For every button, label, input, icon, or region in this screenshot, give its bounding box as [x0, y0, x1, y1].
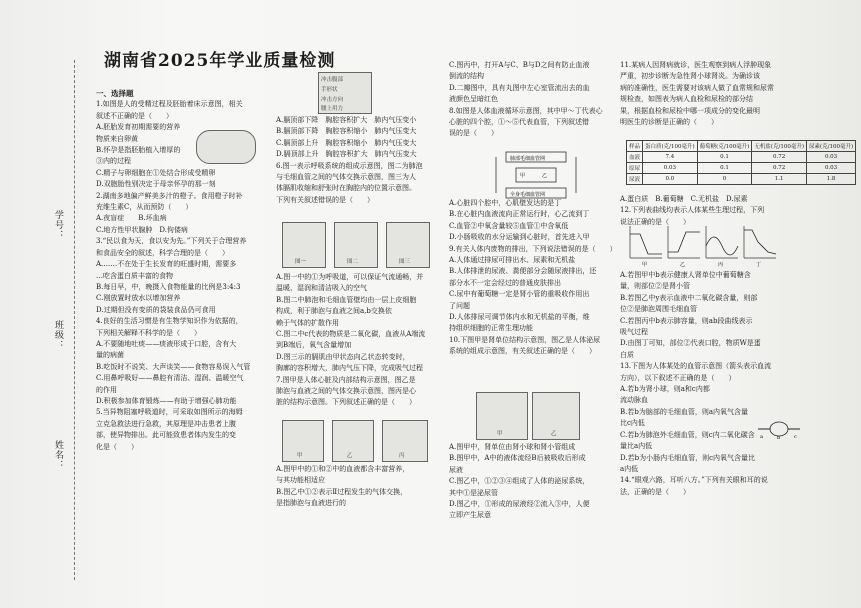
- fig-caption: 乙: [347, 453, 353, 459]
- column-2-text-bottom: [276, 272, 446, 409]
- text-line: 化是（ ）: [96, 442, 138, 451]
- text-line: 到B端后，氧气含量增加: [276, 341, 352, 350]
- text-line: B.怀孕是指胚胎植入增厚的: [96, 146, 181, 155]
- column-3-middle: [449, 198, 619, 358]
- column-2-text-top: [276, 115, 446, 206]
- fig-label: 手形状: [321, 87, 338, 93]
- text-line: 比c内低: [620, 419, 645, 428]
- text-line: A.图甲中，肾单位由肾小球和肾小管组成: [449, 443, 576, 451]
- graph-caption: 丙: [718, 262, 724, 268]
- name-label: 姓名：: [53, 440, 63, 470]
- column-3-text-top: [449, 60, 619, 140]
- table-cell: 0.03: [643, 163, 698, 174]
- curve: [744, 230, 776, 254]
- text-line: B.人体排泄的尿液、粪便部分会随尿液排出，还: [449, 267, 597, 276]
- text-line: 误的是（ ）: [449, 129, 498, 138]
- text-line: C.若b为肺泡外毛细血管，则c内二氧化碳含: [620, 430, 755, 439]
- text-line: 和食品安全的叙述，科学合理的是（ ）: [96, 248, 229, 257]
- text-line: 部分水不一定会经过的普通皮肤排出: [449, 278, 561, 287]
- fig-caption: 甲: [297, 453, 303, 459]
- table-cell: 尿液: [627, 174, 643, 185]
- text-line: B.若b为脑部的毛细血管，则a内氧气含量: [620, 407, 749, 416]
- nephron-figure: [476, 392, 528, 440]
- text-line: 倒流的结构: [449, 72, 484, 81]
- table-cell: 血液: [627, 152, 643, 163]
- text-line: 量，则部位②是肾小管: [620, 282, 690, 291]
- column-2-lower: [276, 272, 446, 409]
- text-line: 下列有关叙述错误的是（ ）: [276, 195, 374, 204]
- text-line: D.若b为小肠内毛细血管，则c内氧气含量比: [620, 453, 755, 462]
- heimlich-figure: [318, 72, 372, 114]
- column-2: [276, 115, 446, 206]
- table-cell: 0.0: [643, 174, 698, 185]
- text-line: D.图三示的膈肌由甲状态向乙状态转变时，: [276, 352, 410, 361]
- column-2-text-end: [276, 464, 446, 510]
- table-cell: 0.72: [752, 163, 807, 174]
- text-line: 法，正确的是（ ）: [620, 487, 690, 496]
- graph-ding: [744, 226, 776, 268]
- fig-label: 腰上用力: [321, 106, 344, 112]
- text-line: 吸气过程: [620, 328, 648, 337]
- text-line: 6.图一表示呼吸系统的组成示意图，图二为肺泡: [276, 161, 423, 170]
- table-cell: 0: [697, 174, 752, 185]
- text-line: C.刚放置时放水以增加营养: [96, 294, 181, 303]
- column-3-text-middle: [449, 198, 619, 358]
- text-line: 持组织细胞的正常生理功能: [449, 324, 533, 333]
- table-cell: 无机盐(克/100毫升): [752, 141, 807, 152]
- text-line: 5.当异物阻塞呼吸道时，可采取如图所示的海姆: [96, 408, 243, 417]
- column-3-end: [449, 442, 619, 522]
- text-line: 位②是肺泡周围毛细血管: [620, 305, 697, 314]
- label-c: c: [794, 434, 797, 440]
- fertilization-figure: [196, 130, 256, 164]
- text-line: C.血管②中氧含量较⑤血管①中含氧低: [449, 221, 569, 230]
- text-line: 温暖、湿润和清洁吸入的空气: [276, 284, 367, 293]
- text-line: 立克急救法进行急救，其原理是冲击患者上腹: [96, 419, 236, 428]
- text-line: 的作用: [96, 385, 117, 394]
- text-line: 与毛细血管之间的气体交换示意图，图三为人: [276, 173, 416, 182]
- text-line: A.人体通过排尿可排出水、尿素和无机盐: [449, 256, 576, 265]
- class-label: 班级：: [53, 320, 63, 350]
- label-body: 全身毛细血管网: [510, 192, 546, 198]
- text-line: D.图乙中，①形成的尿液经②流入③中，人便: [449, 500, 590, 509]
- text-line: 心脏的四个腔，①～⑤代表血管，下列叙述错: [449, 118, 589, 127]
- table-cell: 0.1: [697, 152, 752, 163]
- text-line: 7.图甲是人体心脏及内部结构示意图，图乙是: [276, 375, 416, 384]
- text-line: 了问题: [449, 301, 470, 310]
- text-line: 3.“民以食为天，食以安为先。”下列关于合理营养: [96, 237, 247, 246]
- text-line: A.蛋白质 B.葡萄糖 C.无机盐 D.尿素: [620, 195, 748, 203]
- text-line: 13.下图为人体某处的血管示意图（箭头表示血流: [620, 362, 772, 371]
- respiratory-system-figure: [282, 222, 326, 268]
- text-line: D.小肠吸收的水分运输到心脏时，首先进入甲: [449, 233, 590, 242]
- graph-bing: [706, 226, 738, 268]
- blood-urine-table: [626, 140, 856, 185]
- text-line: 胸廓的容积增大，肺内气压下降，完成吸气过程: [276, 364, 423, 373]
- text-line: A.胚胎发育初期需要的营养: [96, 123, 181, 132]
- text-line: 12.下列表曲线均表示人体某些生理过程，下列: [620, 206, 765, 215]
- curve-graphs: [628, 222, 778, 266]
- text-line: 是指肺泡与血液进行的: [276, 499, 346, 508]
- text-line: 物质来自卵黄: [96, 134, 138, 143]
- fig-caption: 乙: [551, 431, 557, 437]
- text-line: …吃含蛋白质丰富的食物: [96, 271, 173, 280]
- table-row: [627, 163, 856, 174]
- column-4: [620, 60, 798, 128]
- text-line: 赖于气体的扩散作用: [276, 318, 339, 327]
- text-line: A.图甲中的①和②中的血液都含丰富营养，: [276, 465, 410, 473]
- text-line: C.地方性甲状腺肿 D.佝偻病: [96, 225, 188, 234]
- text-line: 病的准确性，医生需要对该病人做了血常规和尿常: [620, 83, 774, 92]
- column-4-lower: [620, 270, 798, 498]
- text-line: C.图二中c代表的物质是二氧化碳，血液从A端流: [276, 330, 426, 339]
- student-info-margin: [50, 60, 90, 580]
- text-line: 量的病菌: [96, 351, 124, 360]
- text-line: D.双胞胎性别决定于母亲怀孕的那一刻: [96, 180, 216, 189]
- section-heading: 一、选择题: [96, 89, 134, 98]
- text-line: 叙述不正确的是（ ）: [96, 111, 173, 120]
- alveolus-figure: [334, 222, 378, 268]
- urinary-system-figure: [532, 392, 580, 440]
- column-3: [449, 60, 619, 140]
- text-line: B.在心脏内血液流向正常运行时，心乙流到丁: [449, 210, 590, 219]
- circulation-diagram: [486, 150, 586, 200]
- gas-exchange-figure: [332, 420, 374, 462]
- text-line: 量比a内低: [620, 442, 653, 451]
- text-line: B.图乙中①②表示Ⅱ过程发生的气体交换，: [276, 487, 408, 496]
- text-line: 说法正确的是（ ）: [620, 217, 690, 226]
- text-line: D.由图丁可知，部位②代表口腔，物质W是蛋: [620, 339, 761, 348]
- fig-label: 冲击方向: [321, 97, 344, 103]
- column-4-text-top: [620, 60, 798, 128]
- label-b: b: [777, 435, 781, 441]
- curve: [668, 232, 700, 252]
- table-cell: 尿素(克/100毫升): [806, 141, 855, 152]
- table-cell: 0.03: [806, 163, 855, 174]
- capillary-b: [770, 422, 788, 436]
- table-header-row: [627, 141, 856, 152]
- text-line: B.图二中肺泡和毛细血管壁均由一层上皮细胞: [276, 295, 417, 304]
- text-line: a内低: [620, 464, 639, 473]
- fig-caption: 图二: [347, 259, 359, 265]
- heart-figure-a: [282, 420, 324, 462]
- table-cell: 7.4: [643, 152, 698, 163]
- text-line: 严重，初步诊断为急性肾小球肾炎。为确诊该: [620, 72, 760, 81]
- column-4-text-lower: [620, 270, 798, 498]
- text-line: C.膈顶部上升 胸腔容积缩小 肺内气压变大: [276, 138, 417, 147]
- table-cell: 0.1: [697, 163, 752, 174]
- table-cell: 样品: [627, 141, 643, 152]
- text-line: 部，使异物排出。此可能致患者体内发生的变: [96, 431, 236, 440]
- text-line: C.用鼻呼吸好——鼻腔有清洁、湿润、温暖空气: [96, 374, 244, 383]
- text-line: C.图丙中，打开A与C、B与D之间有防止血液: [449, 61, 590, 69]
- page-title: 湖南省2025年学业质量检测: [104, 51, 336, 71]
- fig-caption: 甲: [497, 431, 503, 437]
- column-3-text-end: [449, 442, 619, 522]
- table-cell: 0.03: [806, 152, 855, 163]
- text-line: A.若图甲中b表示健康人肾单位中葡萄糖含: [620, 271, 751, 279]
- text-line: 白质: [620, 350, 634, 359]
- text-line: A.图一中的①为呼吸道，可以保证气流通畅，并: [276, 273, 424, 281]
- table-cell: 葡萄糖(克/100毫升): [697, 141, 752, 152]
- table-row: [627, 152, 856, 163]
- text-line: 14.“眼观六路，耳听八方。”下列有关眼和耳的说: [620, 476, 768, 485]
- table-cell: 原尿: [627, 163, 643, 174]
- vessel-diagram: [756, 418, 802, 440]
- text-line: D.二瓣图中，具有丸图中左心室管流出去的血: [449, 83, 590, 92]
- text-line: B.膈顶部下降 胸腔容积缩小 肺内气压变大: [276, 127, 417, 136]
- text-line: 体膈肌收缩和舒张时在胸腔内的位置示意图。: [276, 184, 416, 193]
- text-line: 肺泡与血液之间的气体交换示意图，图丙是心: [276, 387, 416, 396]
- text-line: A.心脏四个腔中，心肌壁发达的是丁: [449, 199, 562, 207]
- table-row: [627, 174, 856, 185]
- text-line: C.若图丙中b表示肺容量，则ab段曲线表示: [620, 316, 753, 325]
- fig-caption: 丙: [399, 453, 405, 459]
- text-line: 与其功能相适应: [276, 476, 325, 485]
- student-number-label: 学号：: [53, 210, 63, 240]
- label-jia: 甲: [520, 173, 526, 179]
- text-line: 4.良好的生活习惯是有生物学知识作为依据的，: [96, 317, 243, 326]
- curve: [706, 237, 738, 255]
- text-line: D.过期但没有变质的袋装食品仍可食用: [96, 305, 216, 314]
- text-line: B.若图乙中y表示血液中二氧化碳含量，则部: [620, 293, 758, 302]
- text-line: A.……不在处于生长发育的旺盛时期，需要多: [96, 260, 237, 269]
- graph-caption: 丁: [756, 262, 762, 268]
- table-cell: 1.8: [806, 174, 855, 185]
- text-line: C.图乙中，①②③④组成了人体的泌尿系统，: [449, 477, 590, 486]
- text-line: 构成，利于肺泡与血液之间a,b交换依: [276, 307, 392, 316]
- curve: [630, 234, 662, 254]
- text-line: A.膈顶部下降 胸腔容积扩大 肺内气压变小: [276, 116, 417, 124]
- text-line: A.若b为肾小球，则a和c内都: [620, 385, 710, 394]
- text-line: 脏的结构示意图。下列叙述正确的是（ ）: [276, 398, 416, 407]
- column-2-end: [276, 464, 446, 510]
- cut-line: [74, 60, 75, 580]
- text-line: B.吃饭时不说笑、大声谈笑——食物容易误入气管: [96, 362, 251, 371]
- text-line: 下列相关解释不科学的是（ ）: [96, 328, 201, 337]
- graph-yi: [668, 226, 700, 268]
- text-line: C.精子与卵细胞在①处结合形成受精卵: [96, 168, 216, 177]
- text-line: 液颜色呈暗红色: [449, 95, 498, 104]
- text-line: 立即产生尿意: [449, 511, 491, 520]
- text-line: 规检查，如图表为病人血检和尿检的部分结: [620, 95, 753, 104]
- graph-caption: 甲: [642, 262, 648, 268]
- text-line: A.不要随地吐痰——痰液形成于口腔，含有大: [96, 339, 237, 348]
- text-line: 8.如图是人体血液循环示意图，其中甲～丁代表心: [449, 106, 603, 115]
- label-lung: 肺部毛细血管网: [510, 156, 546, 162]
- table-cell: 1.1: [752, 174, 807, 185]
- table-cell: 0.72: [752, 152, 807, 163]
- text-line: 流动脉血: [620, 396, 648, 405]
- text-line: 尿液: [449, 465, 463, 474]
- text-line: 方向），以下叙述不正确的是（ ）: [620, 373, 736, 382]
- text-line: D.积极参加体育锻炼——有助于增强心肺功能: [96, 396, 237, 405]
- text-line: 11.某病人因肾病就诊，医生观察到病人浮肿现象: [620, 61, 772, 69]
- text-line: 系统的组成示意图，有关叙述正确的是（ ）: [449, 347, 596, 356]
- text-line: 1.如图是人的受精过程及胚胎着床示意图，相关: [96, 100, 243, 109]
- text-line: C.尿中有葡萄糖一定是肾小管的重吸收作用出: [449, 290, 590, 299]
- text-line: 果，根据血检和尿检中哪一项成分的变化最明: [620, 106, 760, 115]
- text-line: 9.有关人体内废物的排出，下列说法错误的是（ ）: [449, 244, 617, 253]
- text-line: ③内的过程: [96, 157, 131, 166]
- heart-figure-c: [382, 420, 428, 462]
- text-line: D.膈顶部上升 胸腔容积扩大 肺内气压变大: [276, 150, 417, 159]
- table-cell: 蛋白质(克/100毫升): [643, 141, 698, 152]
- text-line: D.人体排尿可调节体内水和无机盐的平衡，维: [449, 313, 590, 322]
- label-yi: 乙: [542, 173, 548, 179]
- text-line: 2.湖南多地偏产鲜美多汁的橙子。食用橙子时补: [96, 191, 243, 200]
- text-line: 明医生的诊断是正确的（ ）: [620, 118, 718, 127]
- text-line: A.夜盲症 B.坏血病: [96, 214, 167, 223]
- text-line: 10.下图甲是肾单位结构示意图，图乙是人体泌尿: [449, 335, 601, 344]
- fig-caption: 图三: [399, 259, 411, 265]
- diaphragm-figure: [386, 222, 430, 268]
- graph-caption: 乙: [680, 262, 686, 268]
- label-a: a: [760, 434, 763, 440]
- text-line: 充维生素C，从而预防（ ）: [96, 203, 193, 212]
- graph-jia: [630, 226, 662, 268]
- fig-label: 冲击腹部: [321, 77, 344, 83]
- text-line: 其中①是泌尿管: [449, 488, 498, 497]
- text-line: B.每日早，中，晚摄入食物能量的比例是3:4:3: [96, 282, 241, 291]
- text-line: B.图甲中，A中的液体流经B后被吸收后形成: [449, 454, 586, 463]
- fig-caption: 图一: [295, 259, 307, 265]
